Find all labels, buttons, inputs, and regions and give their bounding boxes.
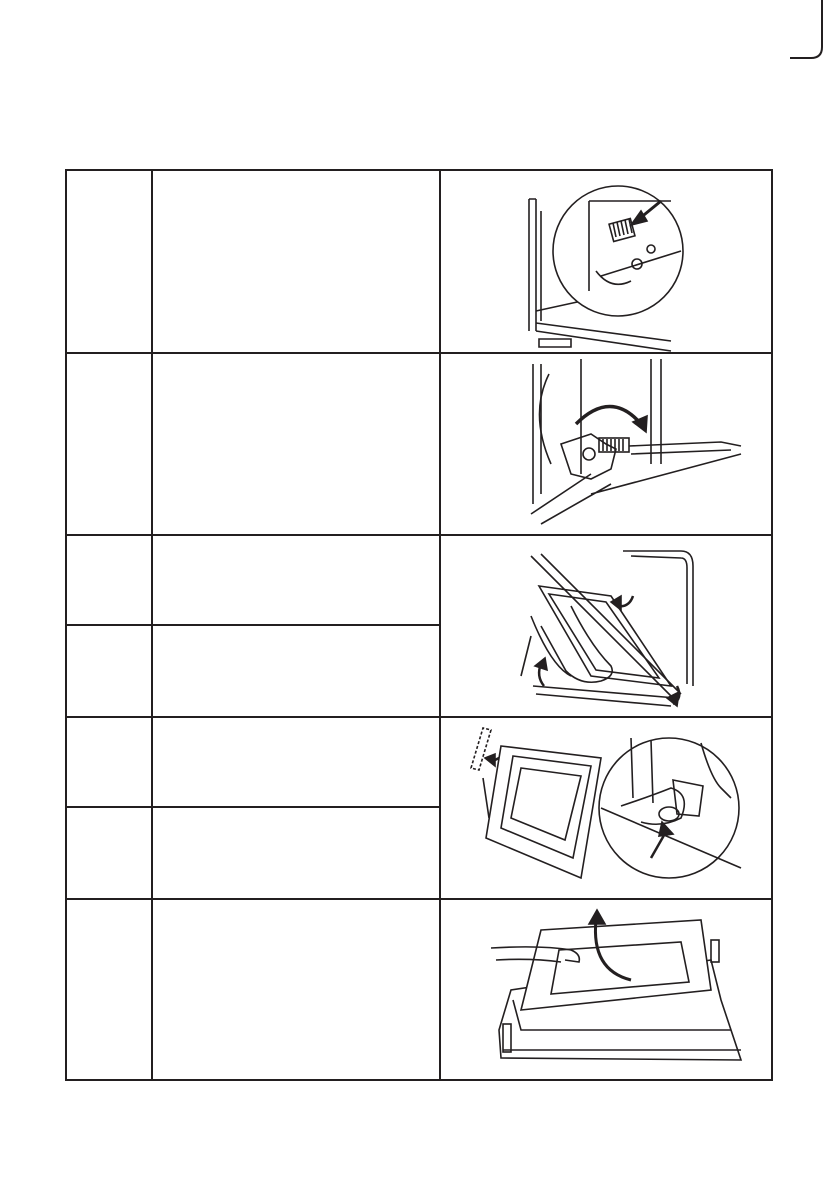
instruction-cell bbox=[153, 536, 439, 624]
step-number-cell bbox=[67, 626, 151, 716]
instruction-cell bbox=[153, 718, 439, 806]
inner-glass-panel-illustration bbox=[441, 900, 771, 1079]
step-number-cell bbox=[67, 536, 151, 624]
door-lift-off-illustration bbox=[441, 536, 771, 716]
instruction-cell bbox=[153, 354, 439, 534]
step-number-cell bbox=[67, 900, 151, 1079]
instruction-cell bbox=[153, 900, 439, 1079]
step-number-cell bbox=[67, 808, 151, 898]
hinge-lever-rotate-illustration bbox=[441, 354, 771, 534]
step-number-cell bbox=[67, 718, 151, 806]
door-trim-removal-illustration bbox=[441, 718, 771, 898]
instruction-cell bbox=[153, 808, 439, 898]
instruction-table bbox=[65, 169, 773, 1081]
step-number-cell bbox=[67, 171, 151, 352]
door-hinge-lever-detail-illustration bbox=[441, 171, 771, 352]
instruction-cell bbox=[153, 626, 439, 716]
instruction-cell bbox=[153, 171, 439, 352]
step-number-cell bbox=[67, 354, 151, 534]
